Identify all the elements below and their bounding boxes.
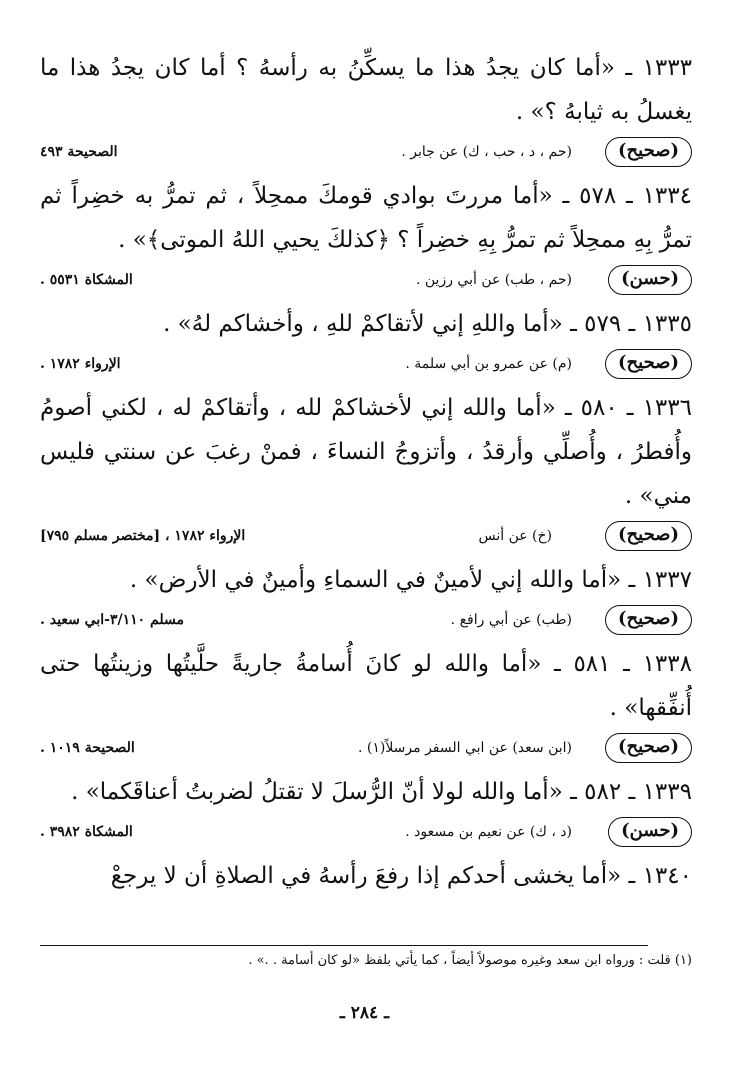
hadith-entry: ١٣٣٨ ـ ٥٨١ ـ «أما والله لو كانَ أُسامةُ جاريةً حلَّيتُها وزينتُها حتى أُنفِّقها» . xyxy=(40,651,692,721)
verification-text: مسلم ٣/١١٠-ابي سعيد . xyxy=(40,612,184,628)
grade-badge: (صحيح) xyxy=(605,521,692,551)
verification-text: الإرواء ١٧٨٢ ، [مختصر مسلم ٧٩٥] xyxy=(40,528,246,544)
footnote-divider xyxy=(40,945,648,946)
hadith-entry: ١٣٣٤ ـ ٥٧٨ ـ «أما مررتَ بوادي قومكَ ممحِلاً ، ثم تمرُّ به خضِراً ثم تمرُّ بِهِ ممحِلاً ثم تمرُّ بِهِ خضِراً ؟ ﴿كذلكَ يحيي اللهُ الموتى﴾» . xyxy=(40,183,692,253)
grade-badge: (حسن) xyxy=(608,265,692,295)
source-text: (خ) عن أنس xyxy=(478,528,552,544)
source-text: (م) عن عمرو بن أبي سلمة . xyxy=(405,356,572,372)
reference-row xyxy=(40,518,692,558)
source-text: (حم ، د ، حب ، ك) عن جابر . xyxy=(401,144,572,160)
reference-row xyxy=(40,134,692,174)
verification-text: الصحيحة ٤٩٣ xyxy=(40,144,118,160)
footnote: (١) قلت : ورواه ابن سعد وغيره موصولاً أيضاً ، كما يأتي بلفظ «لو كان أسامة . .» . xyxy=(248,953,692,968)
hadith-entry: ١٣٣٦ ـ ٥٨٠ ـ «أما والله إني لأخشاكمْ لله ، وأتقاكمْ له ، لكني أصومُ وأُفطرُ ، وأُصلِّي وأرقدُ ، وأتزوجُ النساءَ ، فمنْ رغبَ عن سنتي فليس مني» . xyxy=(40,395,692,509)
hadith-entry: ١٣٣٧ ـ «أما والله إني لأمينٌ في السماءِ وأمينٌ في الأرض» . xyxy=(129,567,692,593)
grade-badge: (صحيح) xyxy=(605,605,692,635)
reference-row xyxy=(40,814,692,854)
source-text: (حم ، طب) عن أبي رزين . xyxy=(416,272,572,288)
verification-text: الإرواء ١٧٨٢ . xyxy=(40,356,121,372)
verification-text: المشكاة ٣٩٨٢ . xyxy=(40,824,133,840)
hadith-entry: ١٣٣٥ ـ ٥٧٩ ـ «أما واللهِ إني لأتقاكمْ للهِ ، وأخشاكم لهُ» . xyxy=(163,311,692,337)
reference-row xyxy=(40,262,692,302)
grade-badge: (حسن) xyxy=(608,817,692,847)
source-text: (ابن سعد) عن ابي السفر مرسلاً(١) . xyxy=(357,740,572,756)
grade-badge: (صحيح) xyxy=(605,733,692,763)
page-body xyxy=(40,46,692,898)
reference-row xyxy=(40,602,692,642)
hadith-entry: ١٣٣٩ ـ ٥٨٢ ـ «أما والله لولا أنّ الرُّسلَ لا تقتلُ لضربتُ أعناقَكما» . xyxy=(71,779,692,805)
source-text: (طب) عن أبي رافع . xyxy=(450,612,572,628)
verification-text: المشكاة ٥٥٣١ . xyxy=(40,272,133,288)
hadith-entry: ١٣٤٠ ـ «أما يخشى أحدكم إذا رفعَ رأسهُ في الصلاةِ أن لا يرجعْ xyxy=(110,863,692,889)
hadith-entry: ١٣٣٣ ـ «أما كان يجدُ هذا ما يسكِّنُ به رأسهُ ؟ أما كان يجدُ هذا ما يغسلُ به ثيابهُ ؟» . xyxy=(40,55,692,125)
grade-badge: (صحيح) xyxy=(605,349,692,379)
source-text: (د ، ك) عن نعيم بن مسعود . xyxy=(405,824,572,840)
reference-row xyxy=(40,730,692,770)
verification-text: الصحيحة ١٠١٩ . xyxy=(40,740,135,756)
reference-row xyxy=(40,346,692,386)
grade-badge: (صحيح) xyxy=(605,137,692,167)
page-number: ـ ٢٨٤ ـ xyxy=(339,1003,390,1023)
